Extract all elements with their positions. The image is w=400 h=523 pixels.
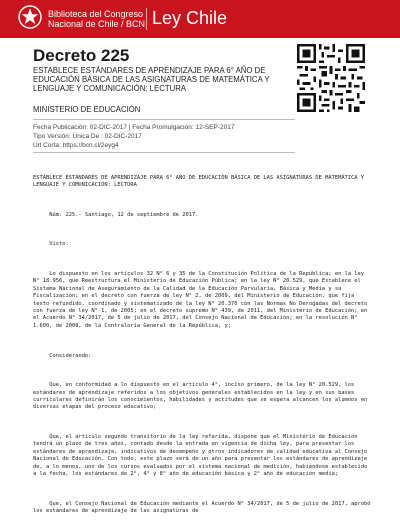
decree-number-date: Núm. 225.- Santiago, 12 de septiembre de 2017. xyxy=(33,211,199,218)
considerando-paragraph-3: Que, el Consejo Nacional de Educación mediante el Acuerdo N° 34/2017, de 5 de julio de 2017, aprobó los estándares de aprendizaje de las asignaturas de xyxy=(33,500,374,514)
body-heading: ESTABLECE ESTÁNDARES DE APRENDIZAJE PARA 6° AÑO DE EDUCACIÓN BÁSICA DE LAS ASIGNATURAS DE MATEMÁTICA Y LENGUAJE Y COMUNICACIÓN: LECTURA xyxy=(33,174,368,189)
institution-line-2: Nacional de Chile / BCN xyxy=(48,19,146,29)
considerando-paragraph-2: Que, el artículo segundo transitorio de la ley referida, dispone que el Ministerio de Educación tendrá un plazo de tres años, contado desde la entrada en vigencia de dicha ley, para presentar los estándares de aprendizaje, indicativos de desempeño y otros indicadores de calidad educativa al Consejo Nacional de Educación. Con todo, este plazo será de un año para presentar los estándares de aprendizaje de, a lo menos, uno de los cursos evaluados por el sistema nacional de medición, habiéndose establecido a la fecha, los estándares de 2°, 4° y 8° año de educación básica y 2° año de educación media; xyxy=(33,433,371,477)
brand-ley-chile[interactable]: Ley Chile xyxy=(152,8,228,28)
document-summary: ESTABLECE ESTÁNDARES DE APRENDIZAJE PARA 6° AÑO DE EDUCACIÓN BÁSICA DE LAS ASIGNATURAS DE MATEMÁTICA Y LENGUAJE Y COMUNICACIÓN: LECTURA xyxy=(33,66,270,93)
institution-name xyxy=(48,9,145,29)
document-title: Decreto 225 xyxy=(33,46,130,65)
considerando-paragraph-1: Que, en conformidad a lo dispuesto en el artículo 4°, inciso primero, de la ley N° 20.529, los estándares de aprendizaje referidos a los objetivos generales establecidos en la ley y en sus bases curriculares definirán los conocimientos, habilidades y actitudes que se espera alcancen los alumnos en diversas etapas del proceso educativo; xyxy=(33,382,371,411)
institution-line-1: Biblioteca del Congreso xyxy=(48,9,144,19)
meta-divider-bottom xyxy=(33,152,295,153)
header-divider xyxy=(146,8,147,30)
short-url-link[interactable]: Url Corta: https://bcn.cl/2eyg4 xyxy=(33,142,119,149)
meta-divider-top xyxy=(33,119,295,120)
considerando-heading: Considerando: xyxy=(33,352,92,359)
ministry-name: MINISTERIO DE EDUCACIÓN xyxy=(33,105,141,114)
visto-paragraph: Lo dispuesto en los artículos 32 N° 6 y 35 de la Constitución Política de la República; en la ley N° 18.956, que Reestructura el Ministerio de Educación Pública; en la ley N° 20.529, que Establece el Sistema Nacional de Aseguramiento de la Calidad de la Educación Parvularia, Básica y Media y su Fiscalización; en el decreto con fuerza de ley N° 2, de 2009, del Ministerio de Educación, que fija texto refundido, coordinado y sistematizado de la ley N° 20.370 con las Normas No Derogadas del decreto con fuerza de ley N° 1, de 2005; en el decreto supremo N° 439, de 2011, del Ministerio de Educación; en el Acuerdo N° 34/2017, de 5 de julio de 2017, del Consejo Nacional de Educación; en la resolución N° 1.600, de 2008, de la Contraloría General de la República, y; xyxy=(33,271,371,329)
version-type: Tipo Versión: Única De : 02-DIC-2017 xyxy=(33,133,142,140)
site-header xyxy=(0,0,400,38)
decree-body xyxy=(33,160,373,523)
publication-dates: Fecha Publicación: 02-DIC-2017 | Fecha Promulgación: 12-SEP-2017 xyxy=(33,124,235,131)
bcn-star-logo-icon[interactable] xyxy=(18,5,42,29)
visto-heading: Visto: xyxy=(33,241,69,248)
qr-code-icon xyxy=(297,44,365,112)
